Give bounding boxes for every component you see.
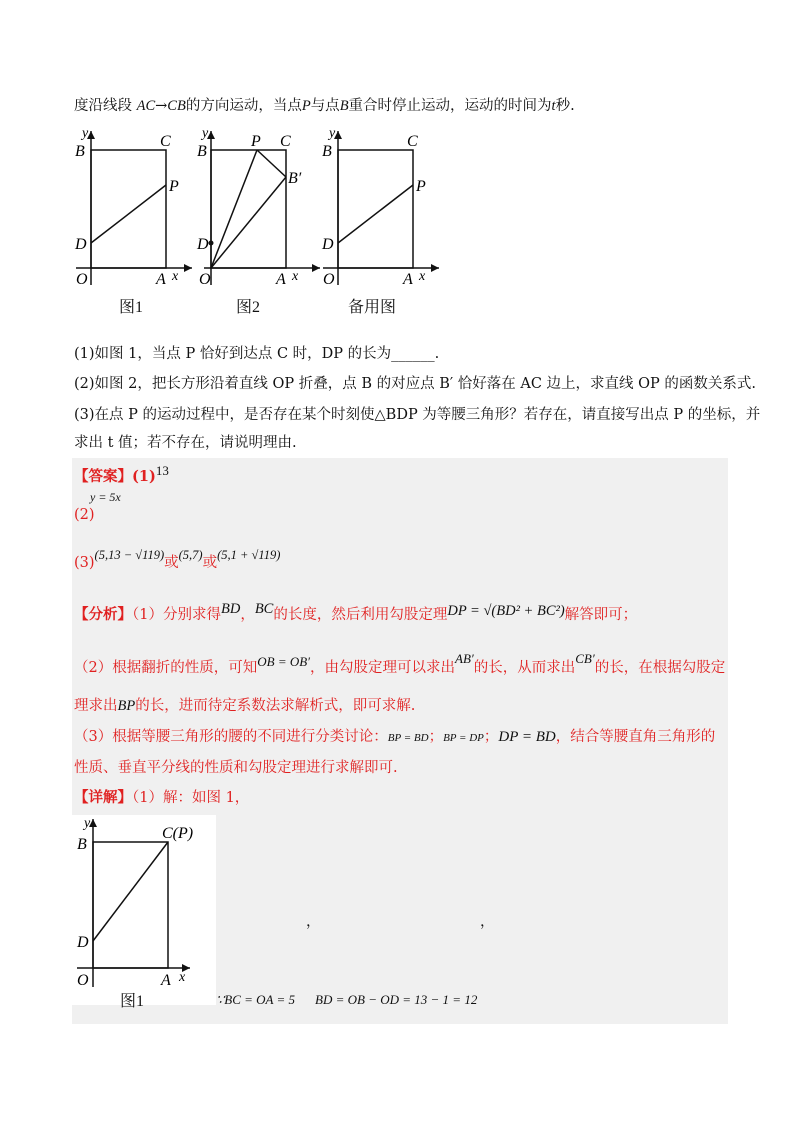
- y-axis-label: y: [84, 816, 91, 831]
- point-p-symbol: P: [301, 98, 311, 114]
- segment-cb: CB: [167, 98, 186, 114]
- point-d-label: D: [322, 236, 334, 253]
- intro-text: 重合时停止运动，运动的时间为: [348, 98, 552, 114]
- ob-equation: OB = OB′: [257, 654, 311, 669]
- point-d-label: D: [75, 236, 87, 253]
- time-symbol: t: [551, 98, 556, 114]
- analysis-text: 的长度，然后利用勾股定理: [273, 607, 448, 623]
- figure-backup-caption: 备用图: [348, 299, 397, 316]
- case-2: BP = DP: [443, 732, 484, 744]
- answer-line-3: [74, 548, 281, 573]
- analysis-text: ，由勾股定理可以求出: [310, 660, 456, 676]
- figure-1: [68, 125, 198, 295]
- answer-3-value-2: (5,7): [178, 548, 203, 562]
- separator: ；: [483, 729, 499, 745]
- x-axis-label: x: [179, 970, 186, 985]
- case-1: BP = BD: [387, 732, 429, 744]
- cb-prime-symbol: CB′: [575, 651, 595, 666]
- ab-prime-symbol: AB′: [455, 651, 474, 666]
- x-axis-label: x: [292, 269, 299, 284]
- answer-1-label: (1): [132, 468, 156, 485]
- answer-tag: 【答案】: [74, 468, 132, 485]
- detail-heading: [74, 788, 249, 808]
- detail-equations: [216, 990, 477, 1011]
- y-axis-label: y: [329, 126, 336, 141]
- point-p-label: P: [416, 178, 426, 195]
- analysis-tag: 【分析】: [74, 606, 132, 623]
- segment-ac: AC: [136, 98, 156, 114]
- point-b-label: B: [75, 143, 85, 160]
- intro-text: 与点: [310, 98, 340, 114]
- question-2: (2)如图 2，把长方形沿着直线 OP 折叠，点 B 的对应点 B′ 恰好落在 AC 边上，求直线 OP 的函数关系式.: [74, 376, 757, 392]
- detail-figure-caption: 图1: [120, 993, 145, 1010]
- separator: ，: [240, 607, 255, 623]
- case-3: DP = BD: [498, 729, 556, 745]
- pythagoras-formula: DP = √(BD² + BC²): [447, 603, 565, 619]
- analysis-paragraph-1: [74, 601, 638, 625]
- point-a-label: A: [276, 271, 286, 288]
- bc-symbol: BC: [254, 601, 274, 617]
- separator: ；: [428, 729, 444, 745]
- question-3: (3)在点 P 的运动过程中，是否存在某个时刻使△BDP 为等腰三角形？若存在，请直接写出点 P 的坐标，并: [74, 407, 761, 423]
- y-axis-label: y: [82, 126, 89, 141]
- bd-symbol: BD: [220, 601, 241, 617]
- analysis-text: 理求出: [74, 698, 118, 714]
- answer-3-label: (3): [74, 555, 95, 571]
- analysis-text: 的长，进而待定系数法求解析式，即可求解.: [135, 698, 416, 714]
- answer-3-value-1: (5,13 − √119): [94, 548, 165, 562]
- point-b-label: B: [197, 143, 207, 160]
- point-b-prime-label: B′: [288, 170, 302, 187]
- point-b-label: B: [77, 836, 87, 853]
- point-c-label: C: [160, 133, 171, 150]
- equation-bd: BD = OB − OD = 13 − 1 = 12: [315, 992, 478, 1007]
- or-text: 或: [164, 555, 179, 571]
- analysis-paragraph-3: [74, 727, 715, 748]
- analysis-text: 的长，在根据勾股定: [594, 660, 726, 676]
- answer-2-label: (2): [74, 507, 95, 523]
- figure-2-caption: 图2: [236, 299, 261, 316]
- point-p-label: P: [251, 133, 261, 150]
- point-a-label: A: [156, 271, 166, 288]
- analysis-paragraph-2-continued: [74, 696, 415, 716]
- detail-comma: ，: [306, 914, 321, 930]
- question-3-continued: 求出 t 值；若不存在，请说明理由.: [74, 435, 297, 451]
- point-b-symbol: B: [339, 98, 349, 114]
- point-c-label: C: [407, 133, 418, 150]
- bp-symbol: BP: [117, 698, 136, 714]
- detail-figure: [72, 815, 216, 1005]
- analysis-text: （3）根据等腰三角形的腰的不同进行分类讨论：: [74, 729, 388, 745]
- detail-comma: ，: [480, 914, 495, 930]
- analysis-text: （1）分别求得: [132, 607, 221, 623]
- answer-1-value: 13: [155, 463, 169, 478]
- x-axis-label: x: [172, 269, 179, 284]
- analysis-text: 的长，从而求出: [473, 660, 576, 676]
- figure-2: [196, 125, 331, 295]
- analysis-text: ，结合等腰直角三角形的: [555, 729, 716, 745]
- point-b-label: B: [322, 143, 332, 160]
- origin-label: O: [77, 972, 89, 989]
- analysis-paragraph-3-continued: 性质、垂直平分线的性质和勾股定理进行求解即可.: [74, 760, 398, 776]
- detail-tag: 【详解】: [74, 789, 132, 806]
- answer-3-value-3: (5,1 + √119): [217, 548, 281, 562]
- x-axis-label: x: [419, 269, 426, 284]
- analysis-text: （2）根据翻折的性质，可知: [74, 660, 258, 676]
- intro-text: 的方向运动，当点: [185, 98, 302, 114]
- point-c-p-label: C(P): [162, 825, 194, 842]
- question-1: (1)如图 1，当点 P 恰好到达点 C 时，DP 的长为______.: [74, 346, 440, 362]
- origin-label: O: [323, 271, 335, 288]
- analysis-paragraph-2: [74, 651, 726, 678]
- arrow-symbol: →: [155, 98, 168, 114]
- origin-label: O: [199, 271, 211, 288]
- origin-label: O: [76, 271, 88, 288]
- intro-text: 秒.: [555, 98, 575, 114]
- point-a-label: A: [161, 972, 171, 989]
- point-c-label: C: [280, 133, 291, 150]
- equation-bc: ∵BC = OA = 5: [216, 992, 296, 1007]
- or-text: 或: [202, 555, 218, 571]
- detail-text: （1）解：如图 1，: [132, 790, 250, 806]
- point-a-label: A: [403, 271, 413, 288]
- figure-backup: [315, 125, 445, 295]
- point-d-label: D: [77, 934, 89, 951]
- answer-2-expression: y = 5x: [90, 490, 121, 504]
- intro-line: [74, 96, 575, 116]
- answer-2-value: [90, 490, 121, 505]
- point-p-label: P: [169, 178, 179, 195]
- intro-text: 度沿线段: [74, 98, 132, 114]
- y-axis-label: y: [202, 126, 209, 141]
- answer-line-1: [74, 463, 169, 487]
- figure-1-caption: 图1: [119, 299, 144, 316]
- analysis-text: 解答即可；: [564, 607, 638, 623]
- point-d-label: D: [197, 236, 209, 253]
